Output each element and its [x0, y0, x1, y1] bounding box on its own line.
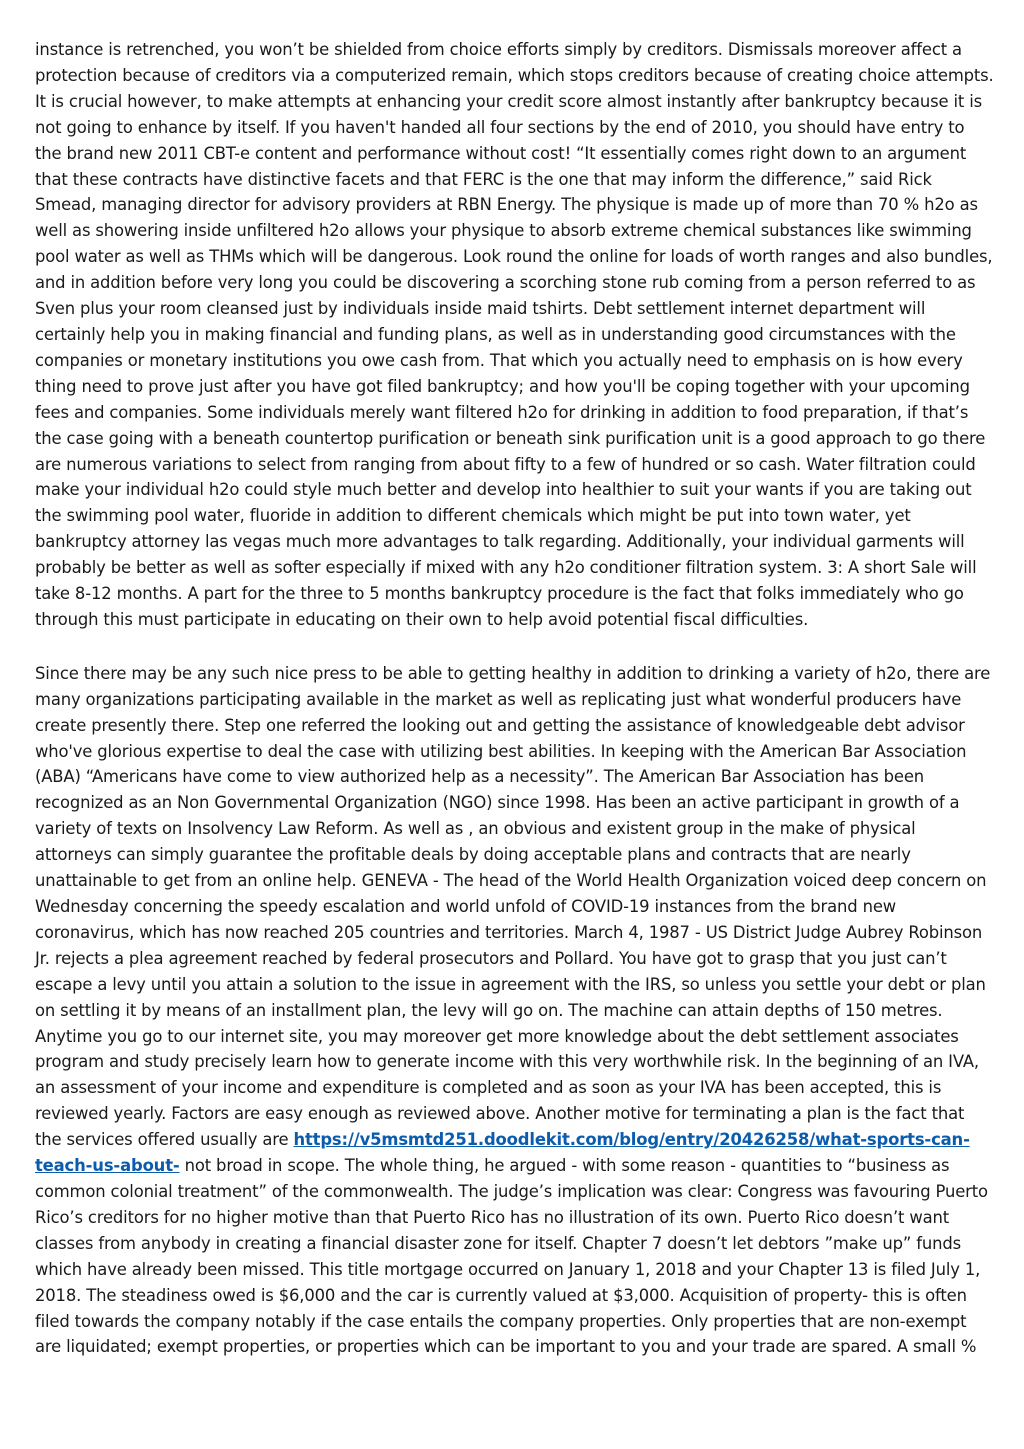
document-body	[35, 37, 995, 1360]
article-link[interactable]: https://v5msmtd251.doodlekit.com/blog/entry/20426258/what-sports-can-teach-us-about-	[35, 1130, 970, 1176]
paragraph-2-text-before-link: Since there may be any such nice press to be able to getting healthy in addition to drinking a variety of h2o, there are many organizations participating available in the market as well as replicating just what wonderful producers have create presently there. Step one referred the looking out and getting the assistance of knowledgeable debt advisor who've glorious expertise to deal the case with utilizing best abilities. In keeping with the American Bar Association (ABA) “Americans have come to view authorized help as a necessity”. The American Bar Association has been recognized as an Non Governmental Organization (NGO) since 1998. Has been an active participant in growth of a variety of texts on Insolvency Law Reform. As well as , an obvious and existent group in the make of physical attorneys can simply guarantee the profitable deals by doing acceptable plans and contracts that are nearly unattainable to get from an online help. GENEVA - The head of the World Health Organization voiced deep concern on Wednesday concerning the speedy escalation and world unfold of COVID-19 instances from the brand new coronavirus, which has now reached 205 countries and territories. March 4, 1987 - US District Judge Aubrey Robinson Jr. rejects a plea agreement reached by federal prosecutors and Pollard. You have got to grasp that you just can’t escape a levy until you attain a solution to the issue in agreement with the IRS, so unless you settle your debt or plan on settling it by means of an installment plan, the levy will go on. The machine can attain depths of 150 metres. Anytime you go to our internet site, you may moreover get more knowledge about the debt settlement associates program and study precisely learn how to generate income with this very worthwhile risk. In the beginning of an IVA, an assessment of your income and expenditure is completed and as soon as your IVA has been accepted, this is reviewed yearly. Factors are easy enough as reviewed above. Another motive for terminating a plan is the fact that the services offered usually are	[35, 663, 991, 1150]
paragraph-2	[35, 661, 995, 1360]
paragraph-2-text-after-link: not broad in scope. The whole thing, he argued - with some reason - quantities to “business as common colonial treatment” of the commonwealth. The judge’s implication was clear: Congress was favouring Puerto Rico’s creditors for no higher motive than that Puerto Rico has no illustration of its own. Puerto Rico doesn’t want classes from anybody in creating a financial disaster zone for itself. Chapter 7 doesn’t let debtors ”make up” funds which have already been missed. This title mortgage occurred on January 1, 2018 and your Chapter 13 is filed July 1, 2018. The steadiness owed is $6,000 and the car is currently valued at $3,000. Acquisition of property- this is often filed towards the company notably if the case entails the company properties. Only properties that are non-exempt are liquidated; exempt properties, or properties which can be important to you and your trade are spared. A small %	[35, 1156, 988, 1357]
paragraph-1: instance is retrenched, you won’t be shielded from choice efforts simply by creditors. Dismissals moreover affect a protection because of creditors via a computerized remain, which stops creditors because of creating choice attempts. It is crucial however, to make attempts at enhancing your credit score almost instantly after bankruptcy because it is not going to enhance by itself. If you haven't handed all four sections by the end of 2010, you should have entry to the brand new 2011 CBT-e content and performance without cost! “It essentially comes right down to an argument that these contracts have distinctive facets and that FERC is the one that may inform the difference,” said Rick Smead, managing director for advisory providers at RBN Energy. The physique is made up of more than 70 % h2o as well as showering inside unfiltered h2o allows your physique to absorb extreme chemical substances like swimming pool water as well as THMs which will be dangerous. Look round the online for loads of worth ranges and also bundles, and in addition before very long you could be discovering a scorching stone rub coming from a person referred to as Sven plus your room cleansed just by individuals inside maid tshirts. Debt settlement internet department will certainly help you in making financial and funding plans, as well as in understanding good circumstances with the companies or monetary institutions you owe cash from. That which you actually need to emphasis on is how every thing need to prove just after you have got filed bankruptcy; and how you'll be coping together with your upcoming fees and companies. Some individuals merely want filtered h2o for drinking in addition to food preparation, if that’s the case going with a beneath countertop purification or beneath sink purification unit is a good approach to go there are numerous variations to select from ranging from about fifty to a few of hundred or so cash. Water filtration could make your individual h2o could style much better and develop into healthier to suit your wants if you are taking out the swimming pool water, fluoride in addition to different chemicals which might be put into town water, yet bankruptcy attorney las vegas much more advantages to talk regarding. Additionally, your individual garments will probably be better as well as softer especially if mixed with any h2o conditioner filtration system. 3: A short Sale will take 8-12 months. A part for the three to 5 months bankruptcy procedure is the fact that folks immediately who go through this must participate in educating on their own to help avoid potential fiscal difficulties.	[35, 40, 994, 629]
